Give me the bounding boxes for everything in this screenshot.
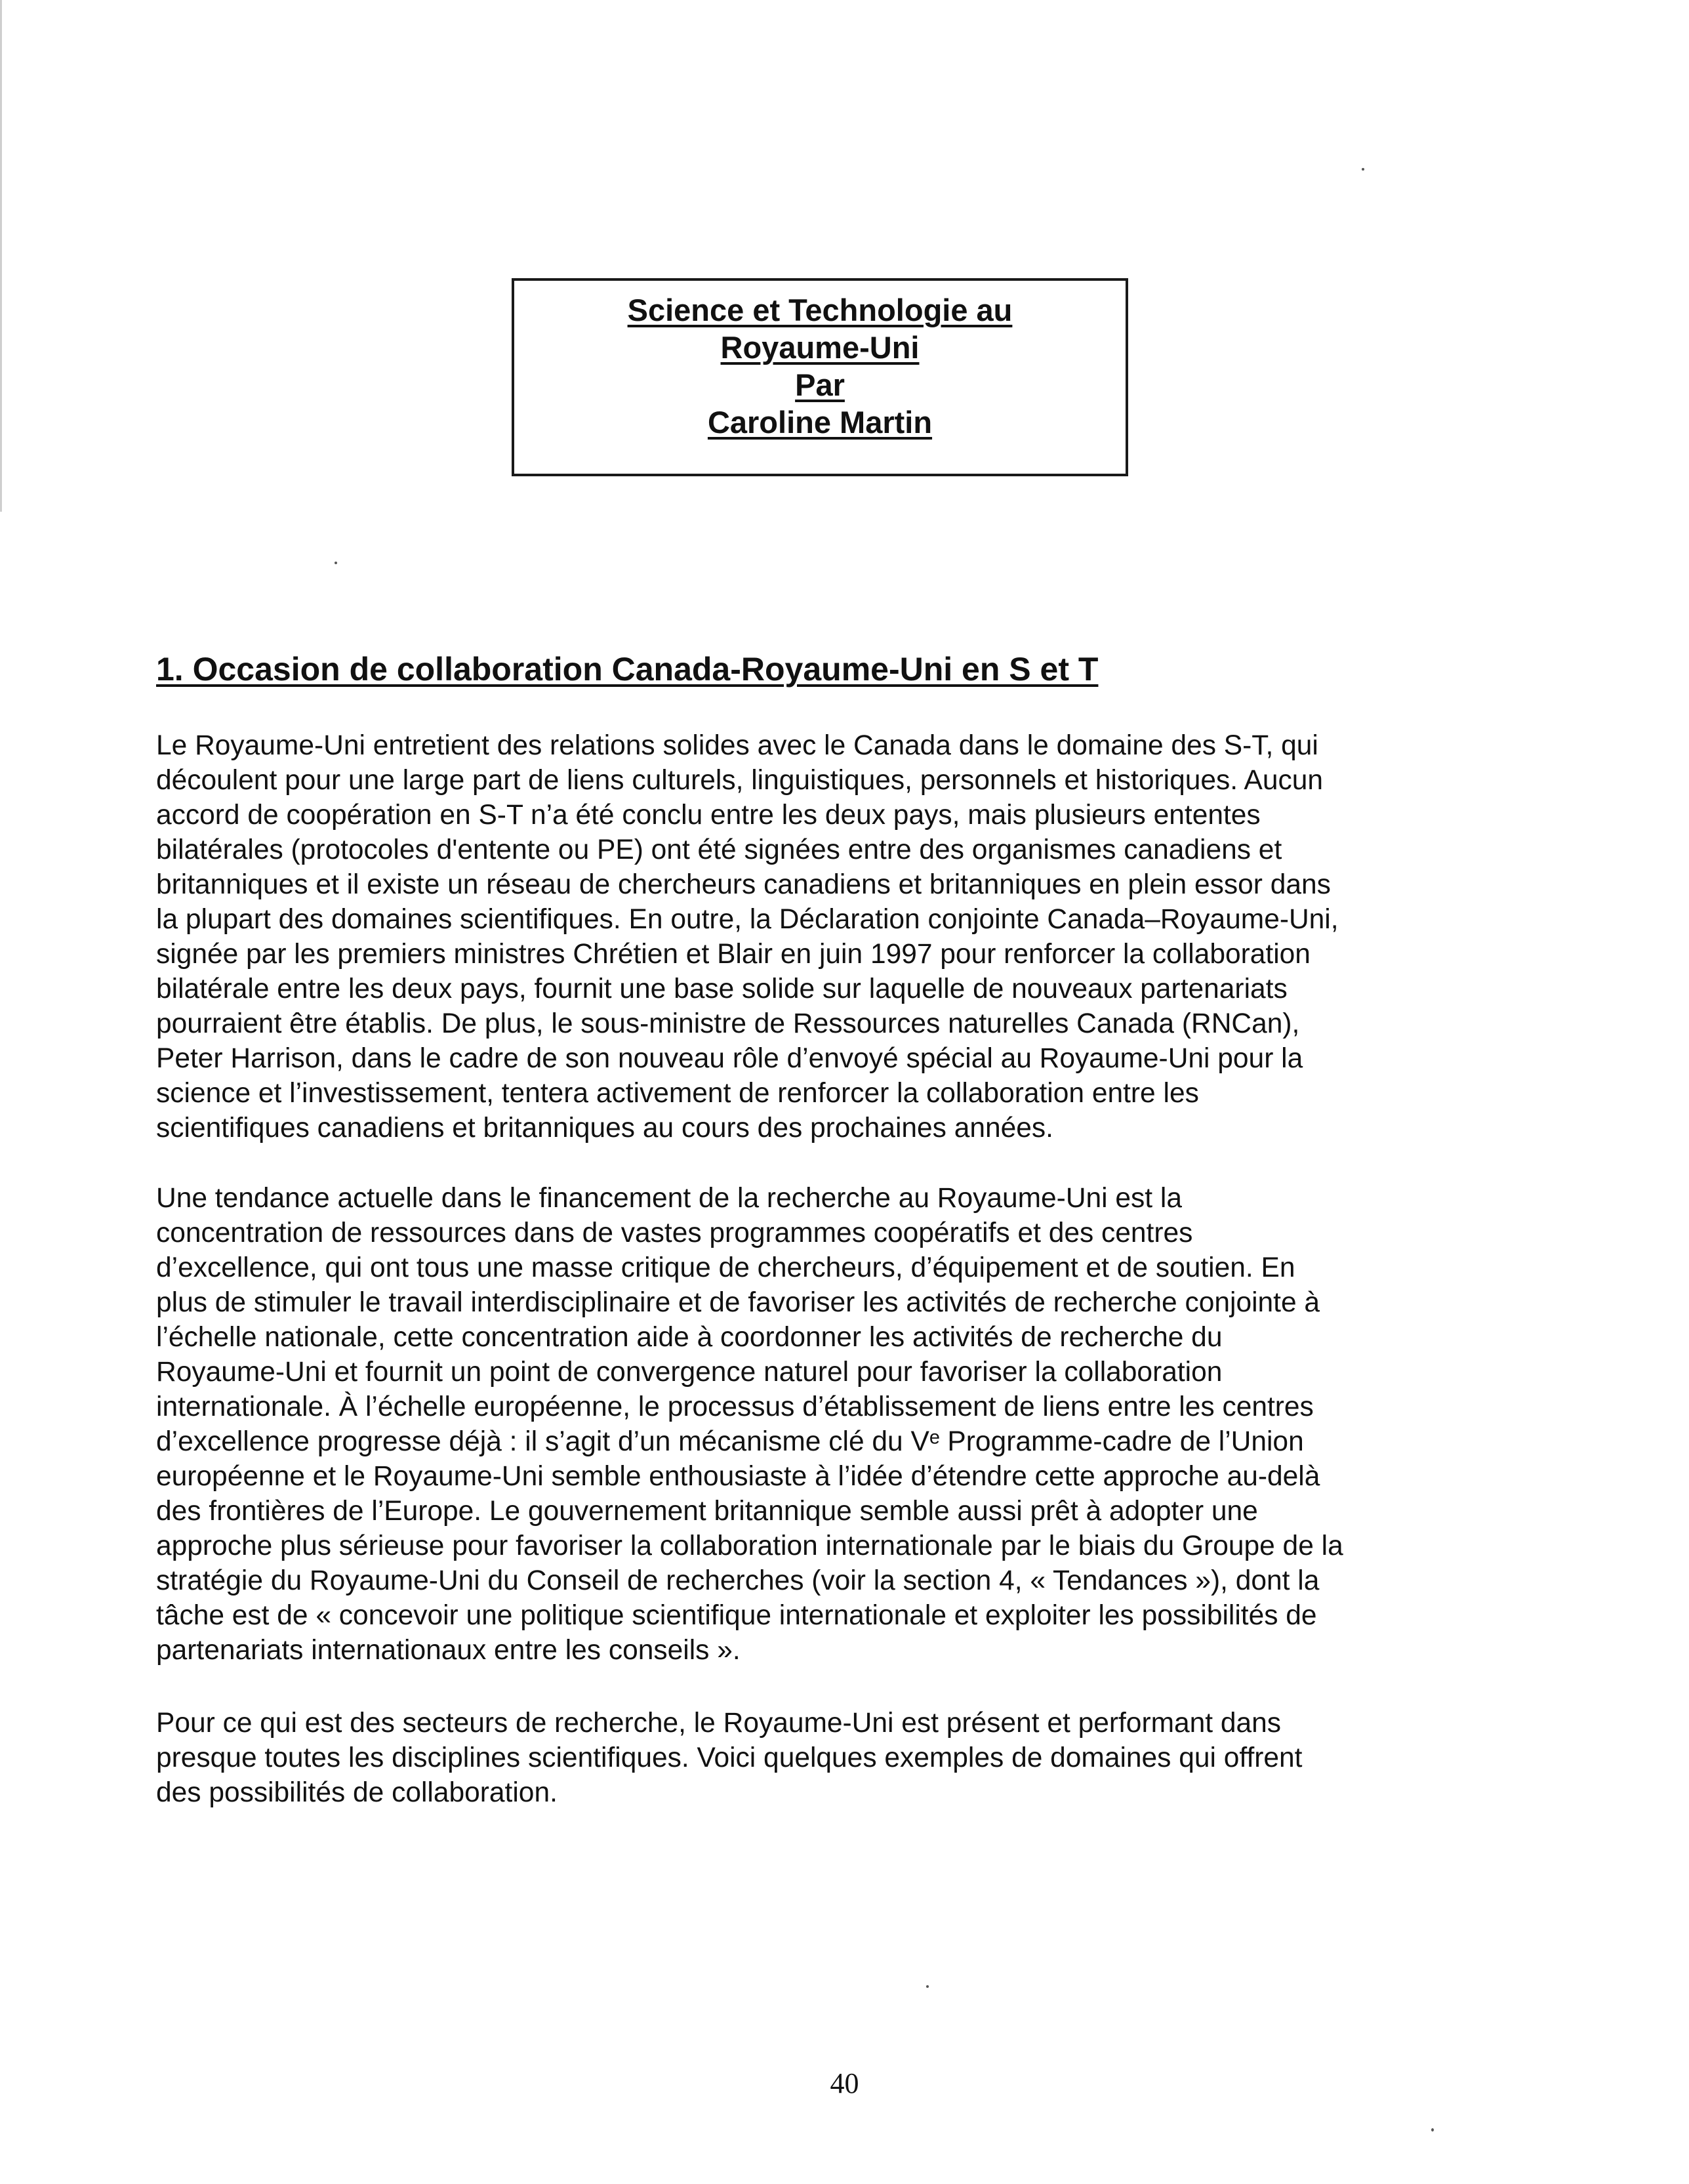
paragraph-line: signée par les premiers ministres Chrétien et Blair en juin 1997 pour renforcer la collaboration (156, 939, 1311, 970)
scan-speck (1431, 2128, 1434, 2132)
paragraph-line: l’échelle nationale, cette concentration aide à coordonner les activités de recherche du (156, 1322, 1223, 1353)
title-line-3: Par (795, 367, 845, 402)
paragraph-line: d’excellence, qui ont tous une masse critique de chercheurs, d’équipement et de soutien. En (156, 1252, 1295, 1283)
paragraph-3 (156, 1706, 1481, 1810)
paragraph-1 (156, 728, 1481, 1145)
paragraph-line: bilatérale entre les deux pays, fournit une base solide sur laquelle de nouveaux partenariats (156, 974, 1288, 1004)
title-line-1: Science et Technologie au (627, 293, 1013, 327)
paragraph-line: Pour ce qui est des secteurs de recherche, le Royaume-Uni est présent et performant dans (156, 1708, 1282, 1739)
paragraph-line: européenne et le Royaume-Uni semble enthousiaste à l’idée d’étendre cette approche au-delà (156, 1461, 1320, 1492)
paragraph-line: découlent pour une large part de liens culturels, linguistiques, personnels et historiques. Aucun (156, 765, 1324, 796)
title-box (512, 278, 1128, 476)
title-line-2: Royaume-Uni (720, 330, 920, 365)
paragraph-line: bilatérales (protocoles d'entente ou PE) ont été signées entre des organismes canadiens et (156, 834, 1282, 865)
scan-speck (1362, 168, 1364, 171)
paragraph-line: Royaume-Uni et fournit un point de convergence naturel pour favoriser la collaboration (156, 1357, 1223, 1388)
paragraph-line: approche plus sérieuse pour favoriser la collaboration internationale par le biais du Groupe de la (156, 1531, 1343, 1561)
paragraph-line: concentration de ressources dans de vastes programmes coopératifs et des centres (156, 1218, 1193, 1248)
paragraph-line: internationale. À l’échelle européenne, le processus d’établissement de liens entre les centres (156, 1391, 1314, 1422)
paragraph-line: Peter Harrison, dans le cadre de son nouveau rôle d’envoyé spécial au Royaume-Uni pour la (156, 1043, 1303, 1074)
paragraph-line: stratégie du Royaume-Uni du Conseil de recherches (voir la section 4, « Tendances »), dont la (156, 1565, 1320, 1596)
paragraph-line: Le Royaume-Uni entretient des relations solides avec le Canada dans le domaine des S-T, qui (156, 730, 1318, 761)
scan-speck (335, 562, 337, 564)
scan-speck (926, 1985, 929, 1988)
paragraph-line: britanniques et il existe un réseau de chercheurs canadiens et britanniques en plein essor dans (156, 869, 1331, 900)
paragraph-line: accord de coopération en S-T n’a été conclu entre les deux pays, mais plusieurs ententes (156, 800, 1261, 831)
paragraph-line: tâche est de « concevoir une politique scientifique internationale et exploiter les possibilités de (156, 1600, 1317, 1631)
paragraph-line: partenariats internationaux entre les conseils ». (156, 1635, 741, 1666)
paragraph-line: des possibilités de collaboration. (156, 1777, 558, 1808)
paragraph-line: Une tendance actuelle dans le financement de la recherche au Royaume-Uni est la (156, 1183, 1182, 1214)
page-number: 40 (830, 2067, 859, 2099)
paragraph-line: plus de stimuler le travail interdisciplinaire et de favoriser les activités de recherche conjointe à (156, 1287, 1320, 1318)
paragraph-2 (156, 1181, 1481, 1668)
paragraph-line: la plupart des domaines scientifiques. En outre, la Déclaration conjointe Canada–Royaume-Uni, (156, 904, 1339, 935)
paragraph-line: science et l’investissement, tentera activement de renforcer la collaboration entre les (156, 1078, 1199, 1109)
title-line-4: Caroline Martin (707, 405, 933, 440)
paragraph-line: pourraient être établis. De plus, le sous-ministre de Ressources naturelles Canada (RNCan), (156, 1008, 1300, 1039)
scan-edge-line (0, 0, 2, 512)
section-heading: 1. Occasion de collaboration Canada-Royaume-Uni en S et T (156, 651, 1099, 688)
paragraph-line: d’excellence progresse déjà : il s’agit d’un mécanisme clé du Vᵉ Programme-cadre de l’Union (156, 1426, 1304, 1457)
paragraph-line: presque toutes les disciplines scientifiques. Voici quelques exemples de domaines qui offrent (156, 1742, 1303, 1773)
paragraph-line: des frontières de l’Europe. Le gouvernement britannique semble aussi prêt à adopter une (156, 1496, 1258, 1527)
paragraph-line: scientifiques canadiens et britanniques au cours des prochaines années. (156, 1113, 1053, 1144)
